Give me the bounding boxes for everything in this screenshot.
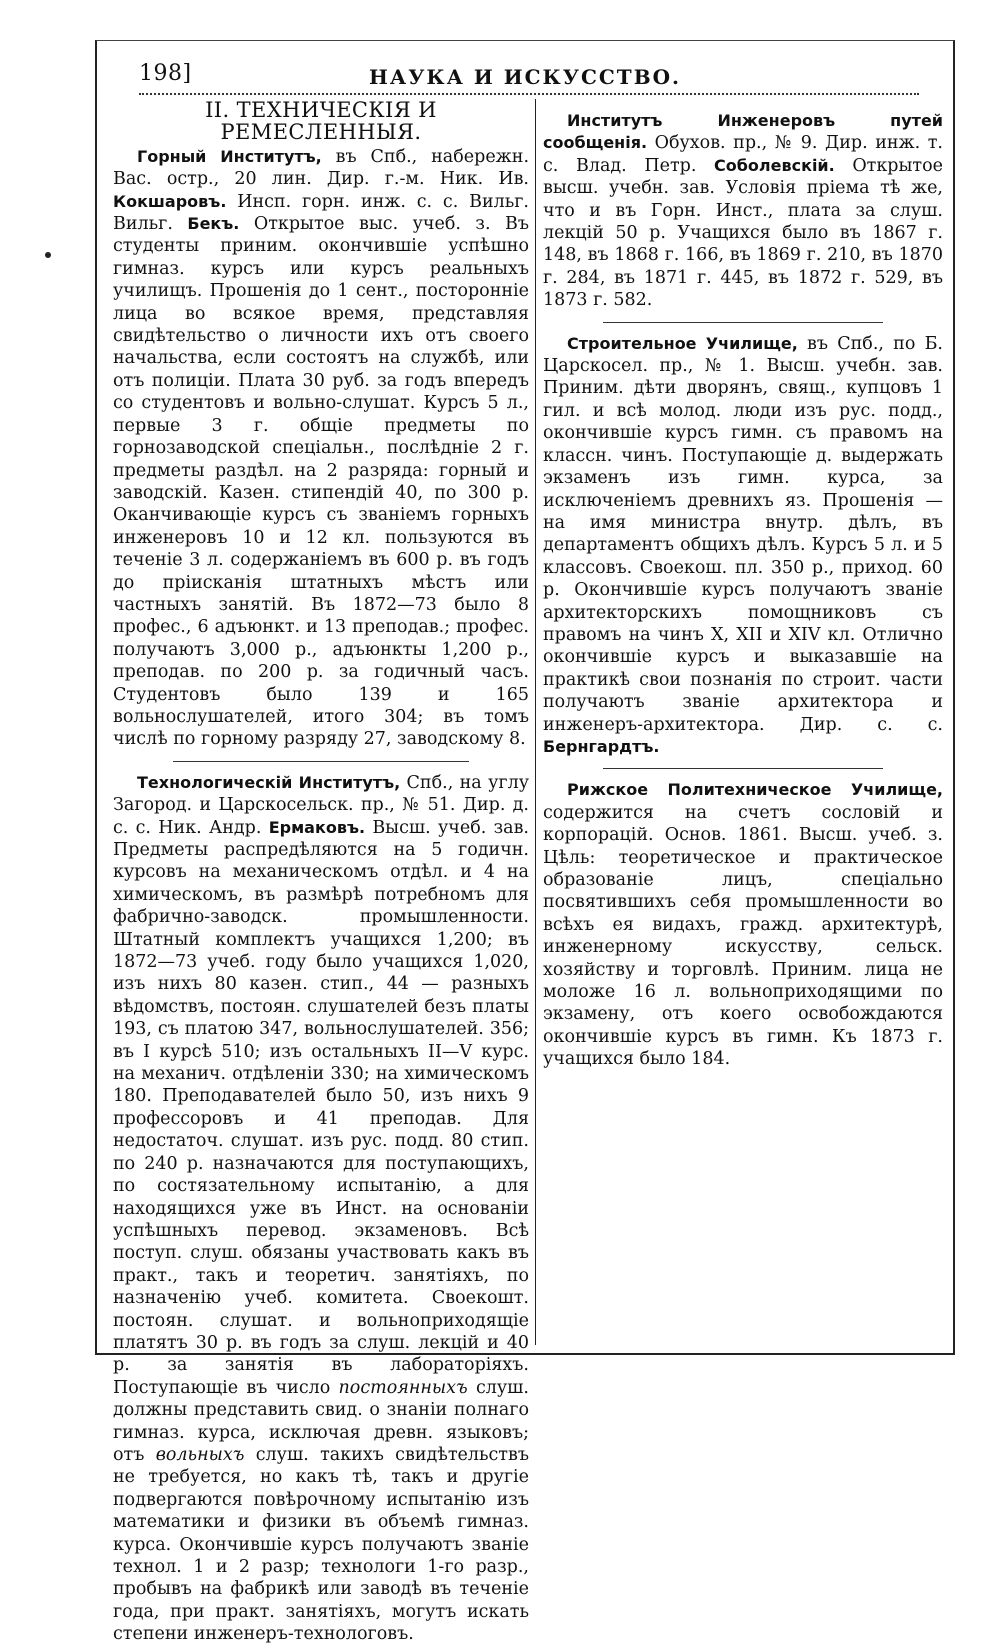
entry-text: Открытое высш. учебн. зав. Условія пріема тѣ же, что и въ Горн. Инст., плата за слуш. лекцій 50 р. Учащихся было въ 1867 г. 148, въ 1868 г. 166, въ 1869 г. 210, въ 1870 г. 284, въ 1871 г. 445, въ 1872 г. 529, въ 1873 г. 582. bbox=[543, 155, 943, 311]
person-name: Бернгардтъ. bbox=[543, 736, 660, 756]
entry-text: Спб., на углу Загород. и Царскосельск. пр., № 51. Дир. д. с. с. Ник. Андр. bbox=[113, 772, 529, 838]
entry-railway-institute bbox=[543, 110, 943, 312]
ink-spot bbox=[45, 252, 51, 258]
entry-text: въ Спб., по Б. Царскосел. пр., № 1. Высш. учебн. зав. Приним. дѣти дворянъ, свящ., купцовъ 1 гил. и всѣ молод. люди изъ рус. подд., окончившіе курсъ гимн. съ правомъ на классн. чинъ. Поступающіе д. выдержать экзаменъ изъ гимн. курса, за исключеніемъ древнихъ яз. Прошенія — на имя министра внутр. дѣлъ, въ департаментъ общихъ дѣлъ. Курсъ 5 л. и 5 классовъ. Своекош. пл. 350 р., приход. 60 р. Окончившіе курсъ получаютъ званіе архитекторскихъ помощниковъ съ правомъ на чинъ X, XII и XIV кл. Отлично окончившіе курсъ и выказавшіе на практикѣ свои познанія по строит. части получаютъ званіе архитектора и инженеръ-архитектора. Дир. с. с. bbox=[543, 333, 943, 735]
person-name: Ермаковъ. bbox=[268, 817, 366, 837]
institution-name: Строительное Училище, bbox=[567, 333, 798, 353]
left-column bbox=[113, 98, 530, 1645]
header-rule bbox=[139, 93, 919, 95]
institution-name: Институтъ Инженеровъ путей сообщенія. bbox=[543, 111, 943, 153]
institution-name: Горный Институтъ, bbox=[137, 146, 322, 166]
entry-separator bbox=[603, 768, 883, 769]
person-name: Кокшаровъ. bbox=[113, 191, 227, 211]
page-header bbox=[97, 51, 953, 91]
entry-text: Открытое выс. учеб. з. Въ студенты приним. окончившіе успѣшно гимназ. курсъ или курсъ реальныхъ училищъ. Прошенія до 1 сент., посторонніе лица во всякое время, представляя свидѣтельство о личности ихъ отъ своего начальства, если состоятъ на службѣ, или отъ полиціи. Плата 30 руб. за годъ впередъ со студентовъ и вольно-слушат. Курсъ 5 л., первые 3 г. общіе предметы по горнозаводской спеціальн., послѣдніе 2 г. предметы раздѣл. на 2 разряда: горный и заводскій. Казен. стипендій 40, по 300 р. Оканчивающіе курсъ съ званіемъ горныхъ инженеровъ 10 и 12 кл. пользуются въ теченіе 3 л. содержаніемъ въ 600 р. въ годъ до пріисканія штатныхъ мѣстъ или частныхъ занятій. Въ 1872—73 было 8 профес., 6 адъюнкт. и 13 преподав.; профес. получаютъ 3,000 р., адъюнкты 1,200 р., преподав. по 200 р. за годичный часъ. Студентовъ было 139 и 165 вольнослушателей, итого 304; въ томъ числѣ по горному разряду 27, заводскому 8. bbox=[113, 214, 529, 750]
institution-name: Технологическій Институтъ, bbox=[137, 772, 401, 792]
entry-text: Инсп. горн. инж. с. с. Вильг. Вильг. bbox=[113, 191, 529, 235]
entry-mining-institute bbox=[113, 146, 529, 751]
entry-technological-institute bbox=[113, 772, 529, 1646]
running-title: НАУКА И ИСКУССТВО. bbox=[369, 65, 681, 89]
person-name: Соболевскій. bbox=[714, 155, 835, 175]
entry-text: Высш. учеб. зав. Предметы распредѣляются на 5 годичн. курсовъ на механическомъ отдѣл. и 4 на химическомъ, въ размѣрѣ потребномъ для фабрично-заводск. промышленности. Штатный комплектъ учащихся 1,200; въ 1872—73 учеб. году было учащихся 1,020, изъ нихъ 80 казен. стип., 44 — разныхъ вѣдомствъ, постоян. слушателей безъ платы 193, съ платою 347, вольнослушателей. 356; въ I курсѣ 510; изъ остальныхъ II—V курс. на механич. отдѣленіи 330; на химическомъ 180. Преподавателей было 50, изъ нихъ 9 профессоровъ и 41 преподав. Для недостаточ. слушат. изъ рус. подд. 80 стип. по 240 р. назначаются для поступающихъ, по состязательному испытанію, а для находящихся уже въ Инст. на основаніи успѣшныхъ перевод. экзаменовъ. Всѣ поступ. слуш. обязаны участвовать какъ въ практ., такъ и теоретич. занятіяхъ, по назначенію учеб. комитета. Своекошт. постоян. слушат. и вольноприходящіе платятъ 30 р. въ годъ за слуш. лекцій и 40 р. за занятія въ лабораторіяхъ. Поступающіе въ число bbox=[113, 817, 529, 1398]
entry-text: Обухов. пр., № 9. Дир. инж. т. с. Влад. Петр. bbox=[543, 133, 943, 176]
entry-text: слуш. должны представить свид. о знаніи полнаго гимназ. курса, исключая древн. языковъ; отъ bbox=[113, 1377, 529, 1465]
column-divider bbox=[535, 99, 536, 1345]
right-column bbox=[543, 99, 943, 1343]
entry-separator bbox=[603, 322, 883, 323]
entry-riga-polytechnic bbox=[543, 779, 943, 1070]
entry-text: слуш. такихъ свидѣтельствъ не требуется, но какъ тѣ, такъ и другіе подвергаются повѣрочному испытанію изъ математики и физики въ объемѣ гимназ. курса. Окончившіе курсъ получаютъ званіе технол. 1 и 2 разр; технологи 1-го разр., пробывъ на фабрикѣ или заводѣ въ теченіе года, при практ. занятіяхъ, могутъ искать степени инженеръ-технологовъ. bbox=[113, 1444, 529, 1645]
entry-text: содержится на счетъ сословій и корпорацій. Основ. 1861. Высш. учеб. з. Цѣль: теоретическое и практическое образованіе лицъ, спеціально посвятившихъ себя промышленности во всѣхъ ея видахъ, гражд. архитектурѣ, инженерному искусству, сельск. хозяйству и торговлѣ. Приним. лица не моложе 16 л. вольноприходящими по экзамену, отъ коего освобождаются окончившіе курсъ въ гимн. Къ 1873 г. учащихся было 184. bbox=[543, 802, 943, 1070]
entry-text: въ Спб., набережн. Вас. остр., 20 лин. Дир. г.-м. Ник. Ив. bbox=[113, 146, 530, 190]
entry-construction-school bbox=[543, 333, 943, 759]
institution-name: Рижское Политехническое Училище, bbox=[567, 780, 943, 800]
page-number: 198] bbox=[139, 61, 192, 86]
person-name: Бекъ. bbox=[187, 214, 240, 234]
section-heading: II. ТЕХНИЧЕСКІЯ И РЕМЕСЛЕННЫЯ. bbox=[205, 98, 437, 145]
book-page bbox=[95, 40, 955, 1645]
italic-term: постоянныхъ bbox=[338, 1377, 468, 1398]
entry-separator bbox=[173, 761, 469, 762]
italic-term: вольныхъ bbox=[155, 1444, 245, 1465]
